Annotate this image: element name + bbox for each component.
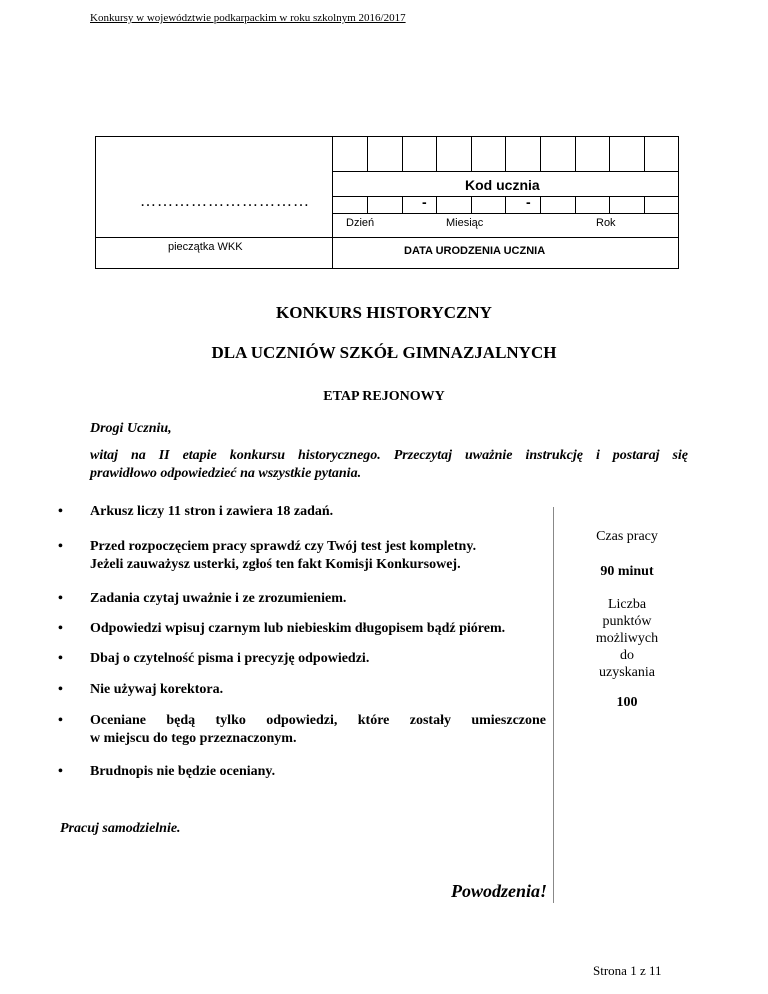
- day-label: Dzień: [346, 217, 375, 229]
- bullet: •: [58, 539, 63, 554]
- birth-date-label: DATA URODZENIA UCZNIA: [404, 245, 546, 257]
- work-alone-note: Pracuj samodzielnie.: [60, 821, 181, 836]
- date-dash: -: [422, 194, 427, 210]
- time-value: 90 minut: [600, 564, 654, 579]
- page-number: Strona 1 z 11: [593, 963, 662, 978]
- time-label: Czas pracy: [596, 529, 658, 544]
- bullet: •: [58, 504, 63, 519]
- page-header: Konkursy w województwie podkarpackim w roku szkolnym 2016/2017: [90, 12, 406, 24]
- bullet: •: [58, 682, 63, 697]
- bullet: •: [58, 713, 63, 728]
- bullet: •: [58, 591, 63, 606]
- year-label: Rok: [596, 217, 616, 229]
- column-divider: [553, 507, 554, 903]
- instruction-item-continued: w miejscu do tego przeznaczonym.: [90, 731, 297, 746]
- points-label: Liczba punktów możliwych do uzyskania: [595, 597, 659, 680]
- date-dash: -: [526, 194, 531, 210]
- bullet: •: [58, 651, 63, 666]
- bullet: •: [58, 621, 63, 636]
- contest-subtitle: DLA UCZNIÓW SZKÓŁ GIMNAZJALNYCH: [211, 343, 557, 362]
- points-value: 100: [616, 695, 638, 710]
- student-code-label: Kod ucznia: [465, 177, 540, 193]
- greeting: Drogi Uczniu,: [90, 421, 172, 436]
- contest-title: KONKURS HISTORYCZNY: [276, 303, 492, 322]
- stamp-label: pieczątka WKK: [168, 241, 243, 253]
- month-label: Miesiąc: [446, 217, 484, 229]
- intro-line: witaj na II etapie konkursu historycznego. Przeczytaj uważnie instrukcję i postaraj się: [90, 448, 688, 463]
- stage-title: ETAP REJONOWY: [323, 389, 445, 404]
- student-code-box: [95, 136, 679, 269]
- instruction-item-continued: Jeżeli zauważysz usterki, zgłoś ten fakt Komisji Konkursowej.: [90, 557, 461, 572]
- bullet: •: [58, 764, 63, 779]
- good-luck: Powodzenia!: [451, 881, 548, 901]
- intro-line: prawidłowo odpowiedzieć na wszystkie pytania.: [90, 466, 362, 481]
- stamp-dots: …………………………: [140, 193, 310, 210]
